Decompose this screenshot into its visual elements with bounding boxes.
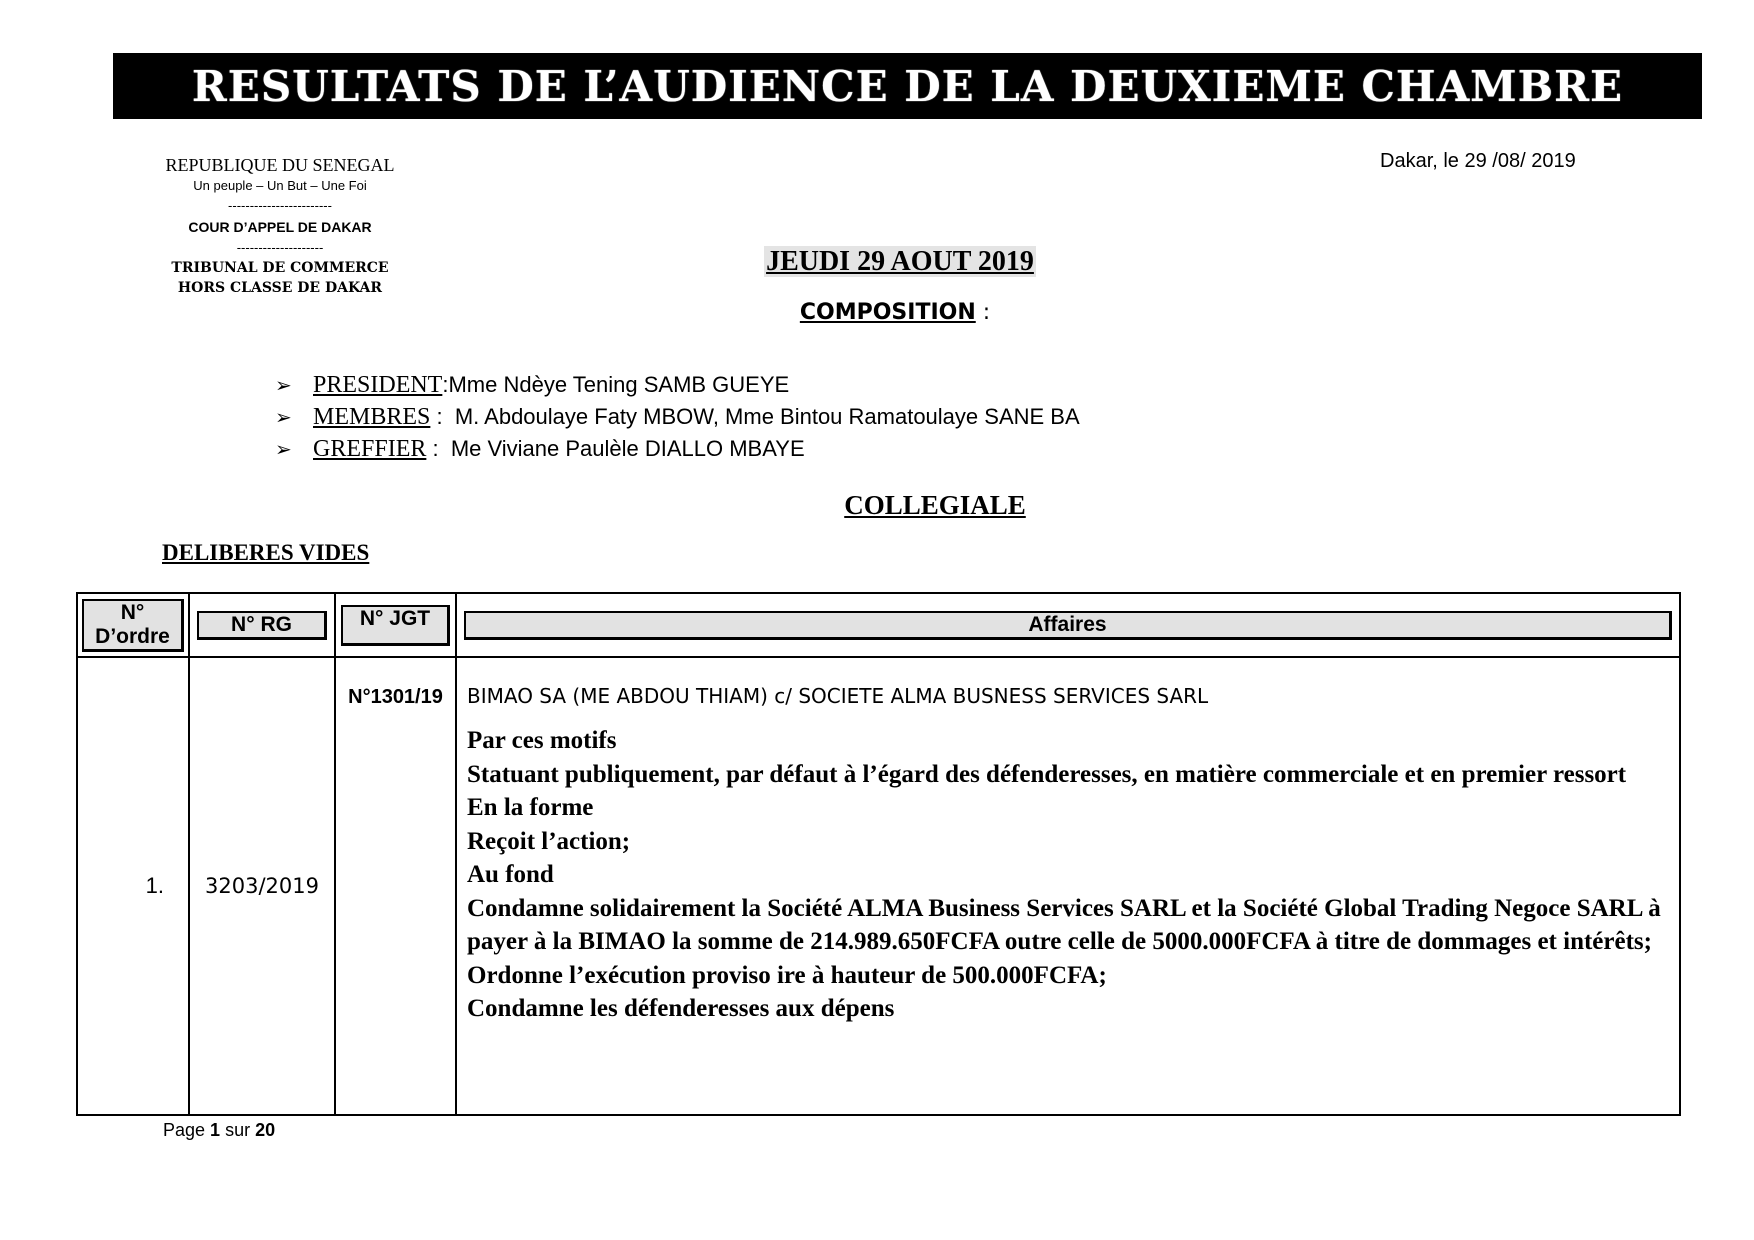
case-parties: BIMAO SA (ME ABDOU THIAM) c/ SOCIETE ALMA BUSNESS SERVICES SARL [467,684,1209,708]
member-row-president [275,372,1080,404]
results-table [76,592,1681,1116]
member-role: MEMBRES [313,404,431,430]
audience-day [0,246,1754,278]
member-role: GREFFIER [313,436,427,462]
header-ordre [82,599,184,652]
footer-page-word: Page [163,1120,211,1140]
composition-label: COMPOSITION [799,300,976,325]
audience-day-text: JEUDI 29 AOUT 2019 [766,246,1034,277]
dispositif-line: Reçoit l’action; [467,827,631,855]
member-value: Mme Ndèye Tening SAMB GUEYE [448,372,790,397]
separator: -------------------- [236,240,324,255]
composition-colon: : [975,300,991,325]
header-rg-cell [189,593,335,657]
arrow-bullet-icon: ➢ [275,405,292,429]
header-jgt: N° JGT [341,605,450,646]
table-header-row [77,593,1680,657]
header-affaires-cell [456,593,1680,657]
member-role: PRESIDENT [313,372,443,398]
cour-label: COUR D’APPEL DE DAKAR [188,219,372,235]
dispositif-line: Statuant publiquement, par défaut à l’égard des défenderesses, en matière commerciale et en premier ressort [467,760,1627,788]
case-dispositif [467,724,1667,1026]
section-title: COLLEGIALE [844,490,1026,520]
footer-sur-word: sur [220,1120,256,1140]
header-affaires: Affaires [464,611,1672,640]
member-sep: : [430,404,455,429]
tribunal-line-2: HORS CLASSE DE DAKAR [177,280,383,296]
arrow-bullet-icon: ➢ [275,437,292,461]
dispositif-line: En la forme [467,794,594,821]
member-value: Me Viviane Paulèle DIALLO MBAYE [450,436,805,461]
member-value: M. Abdoulaye Faty MBOW, Mme Bintou Ramatoulaye SANE BA [454,404,1080,429]
header-rg: N° RG [197,611,327,640]
republique-label: REPUBLIQUE DU SENEGAL [165,155,395,175]
document-date: Dakar, le 29 /08/ 2019 [1380,150,1576,172]
members-list [275,372,1080,468]
header-ordre-line1: N° [120,600,145,624]
cell-ordre: 1. [77,657,189,1115]
tribunal-line-1: TRIBUNAL DE COMMERCE [171,260,389,276]
dispositif-line: Par ces motifs [467,727,617,754]
cell-affaires [456,657,1680,1115]
separator: ------------------------ [228,198,332,213]
page-footer [163,1120,275,1141]
title-banner [113,53,1702,119]
banner-title: RESULTATS DE L’AUDIENCE DE LA DEUXIEME CHAMBRE [191,61,1624,111]
dispositif-line: Ordonne l’exécution proviso ire à hauteur de 500.000FCFA; [467,961,1107,989]
member-row-membres [275,404,1080,436]
arrow-bullet-icon: ➢ [275,373,292,397]
header-jgt-cell [335,593,456,657]
footer-page-num: 1 [210,1120,221,1140]
header-ordre-cell [77,593,189,657]
footer-page-total: 20 [255,1120,276,1140]
header-ordre-line2: D’ordre [95,624,170,648]
dispositif-line: Condamne les défenderesses aux dépens [467,995,895,1022]
dispositif-line: Condamne solidairement la Société ALMA Business Services SARL et la Société Global Trading Negoce SARL à payer à la BIMAO la somme de 214.989.650FCFA outre celle de 5000.000FCFA à titre de dommages et intérêts; [467,894,1661,955]
table-row [77,657,1680,1115]
member-row-greffier [275,436,1080,468]
cell-jgt: N°1301/19 [335,657,456,1115]
member-sep: : [442,372,449,397]
section-subtitle: DELIBERES VIDES [162,540,370,565]
dispositif-line: Au fond [467,861,554,888]
member-sep: : [426,436,451,461]
cell-rg: 3203/2019 [189,657,335,1115]
devise-label: Un peuple – Un But – Une Foi [193,178,367,193]
composition-heading [0,300,1754,325]
